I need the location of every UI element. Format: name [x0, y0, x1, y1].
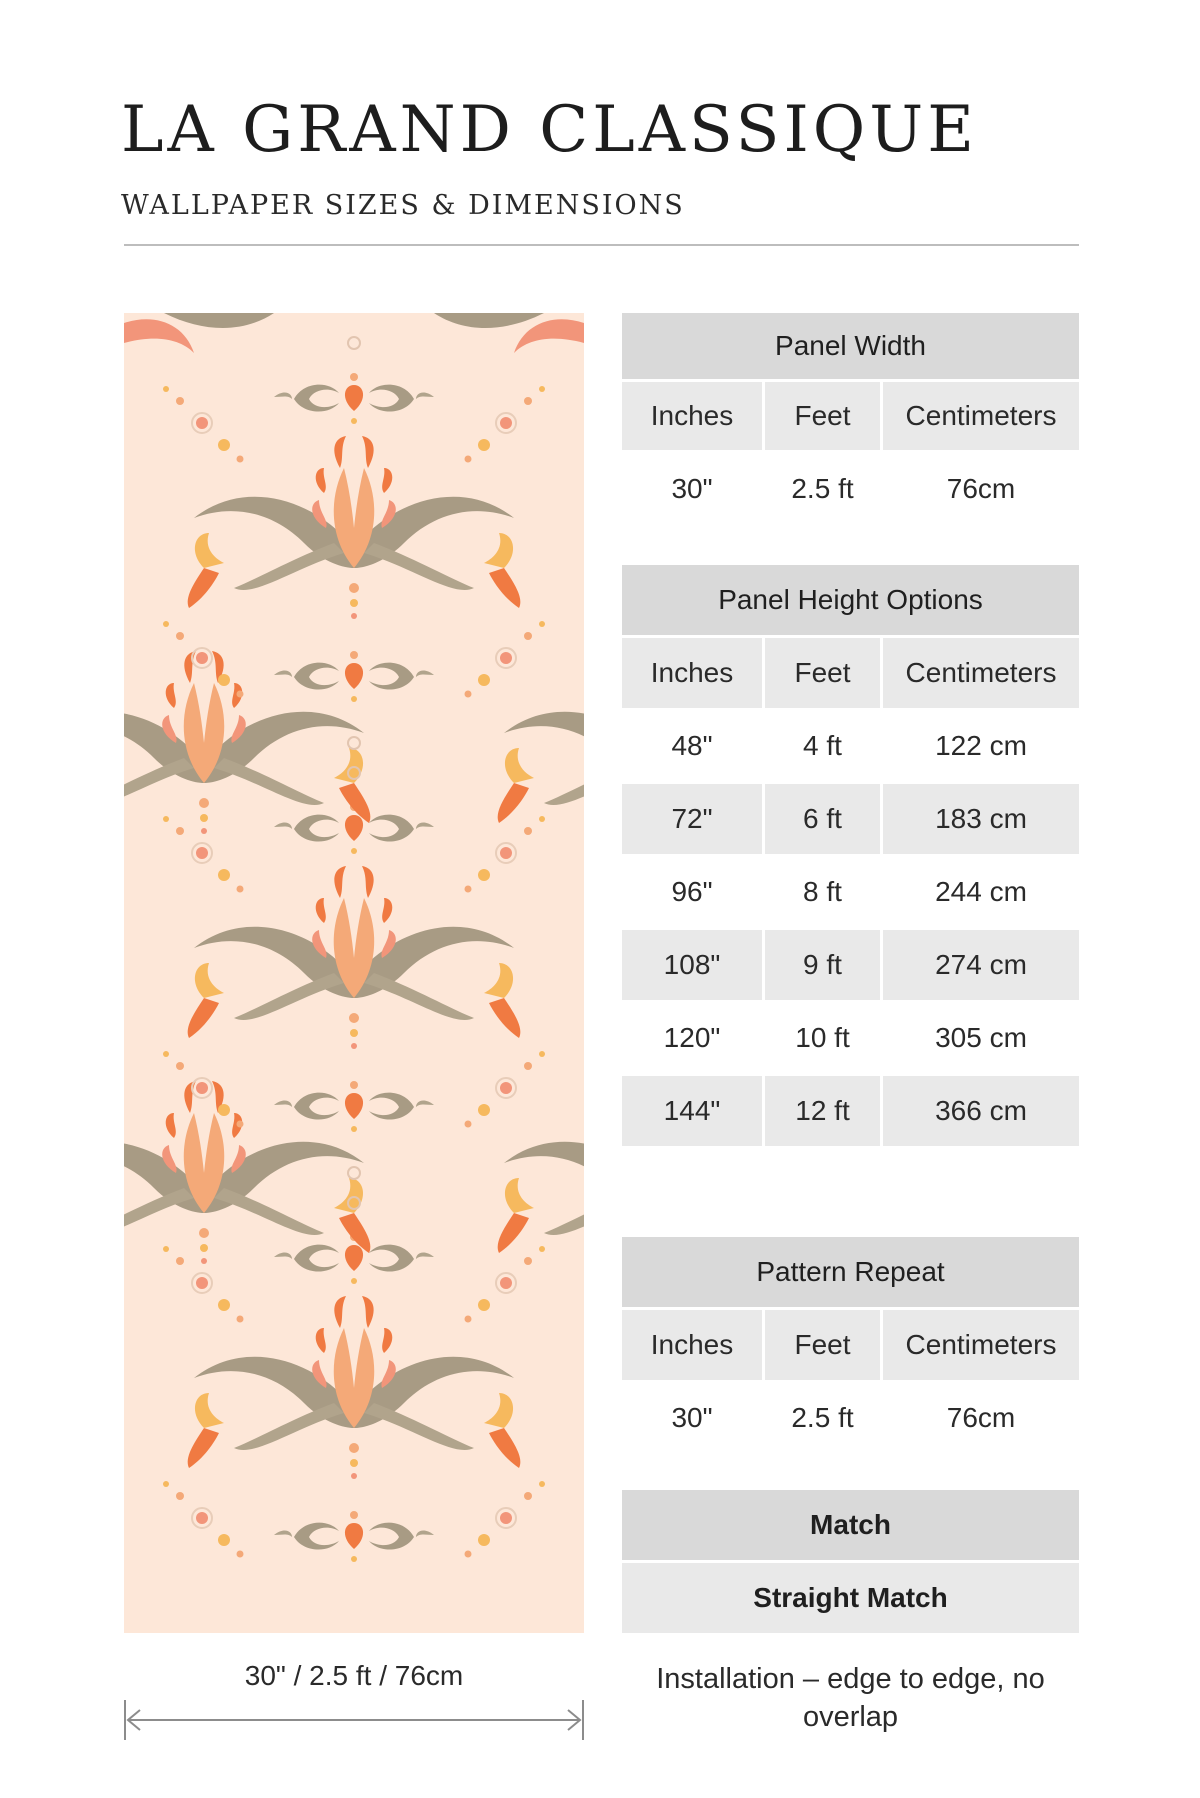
- match-heading: Match: [622, 1490, 1079, 1560]
- panel-width-table: [622, 313, 1079, 525]
- cell-inches: 48": [671, 730, 713, 761]
- column-header-feet: Feet: [765, 1310, 880, 1380]
- table-row: [622, 930, 1079, 1000]
- installation-note: Installation – edge to edge, no overlap: [656, 1663, 1045, 1733]
- table-row: [622, 711, 1079, 781]
- pattern-repeat-table: [622, 1237, 1079, 1453]
- cell-inches: 108": [622, 930, 762, 1000]
- pattern-repeat-heading: Pattern Repeat: [622, 1237, 1079, 1307]
- cell-feet: 2.5 ft: [791, 473, 854, 504]
- cell-inches: 72": [622, 784, 762, 854]
- match-table: [622, 1490, 1079, 1633]
- cell-centimeters: 305 cm: [935, 1022, 1027, 1053]
- wallpaper-panel-preview: [124, 313, 584, 1633]
- table-row: [622, 1003, 1079, 1073]
- cell-centimeters: 274 cm: [883, 930, 1079, 1000]
- cell-feet: 4 ft: [803, 730, 842, 761]
- cell-centimeters: 183 cm: [883, 784, 1079, 854]
- pattern-repeat-column-headers: [622, 1310, 1079, 1380]
- cell-centimeters: 76cm: [946, 1402, 1016, 1433]
- panel-height-column-headers: [622, 638, 1079, 708]
- column-header-inches: Inches: [622, 638, 762, 708]
- cell-inches: 144": [622, 1076, 762, 1146]
- cell-centimeters: 122 cm: [935, 730, 1027, 761]
- cell-inches: 30": [671, 1402, 713, 1433]
- table-row: [622, 1383, 1079, 1453]
- cell-feet: 2.5 ft: [791, 1402, 854, 1433]
- table-row: [622, 784, 1079, 854]
- column-header-feet: Feet: [765, 382, 880, 450]
- header-divider: [124, 244, 1079, 246]
- panel-width-heading: Panel Width: [622, 313, 1079, 379]
- cell-inches: 120": [663, 1022, 721, 1053]
- column-header-inches: Inches: [622, 1310, 762, 1380]
- page-title: LA GRAND CLASSIQUE: [121, 93, 978, 167]
- cell-feet: 9 ft: [765, 930, 880, 1000]
- column-header-feet: Feet: [765, 638, 880, 708]
- cell-inches: 30": [671, 473, 713, 504]
- table-row: [622, 857, 1079, 927]
- panel-height-heading: Panel Height Options: [622, 565, 1079, 635]
- cell-feet: 12 ft: [765, 1076, 880, 1146]
- cell-centimeters: 366 cm: [883, 1076, 1079, 1146]
- page-subtitle: WALLPAPER SIZES & DIMENSIONS: [121, 190, 685, 221]
- width-dimension-arrow-icon: [124, 1700, 584, 1740]
- table-row: [622, 453, 1079, 525]
- table-row: [622, 1076, 1079, 1146]
- panel-height-table: [622, 565, 1079, 1146]
- cell-feet: 8 ft: [803, 876, 842, 907]
- cell-centimeters: 76cm: [946, 473, 1016, 504]
- cell-feet: 10 ft: [795, 1022, 850, 1053]
- cell-feet: 6 ft: [765, 784, 880, 854]
- column-header-centimeters: Centimeters: [883, 638, 1079, 708]
- column-header-inches: Inches: [622, 382, 762, 450]
- match-value: Straight Match: [622, 1563, 1079, 1633]
- panel-width-column-headers: [622, 382, 1079, 450]
- column-header-centimeters: Centimeters: [883, 1310, 1079, 1380]
- panel-width-label: 30" / 2.5 ft / 76cm: [244, 1660, 464, 1691]
- cell-centimeters: 244 cm: [935, 876, 1027, 907]
- column-header-centimeters: Centimeters: [883, 382, 1079, 450]
- cell-inches: 96": [671, 876, 713, 907]
